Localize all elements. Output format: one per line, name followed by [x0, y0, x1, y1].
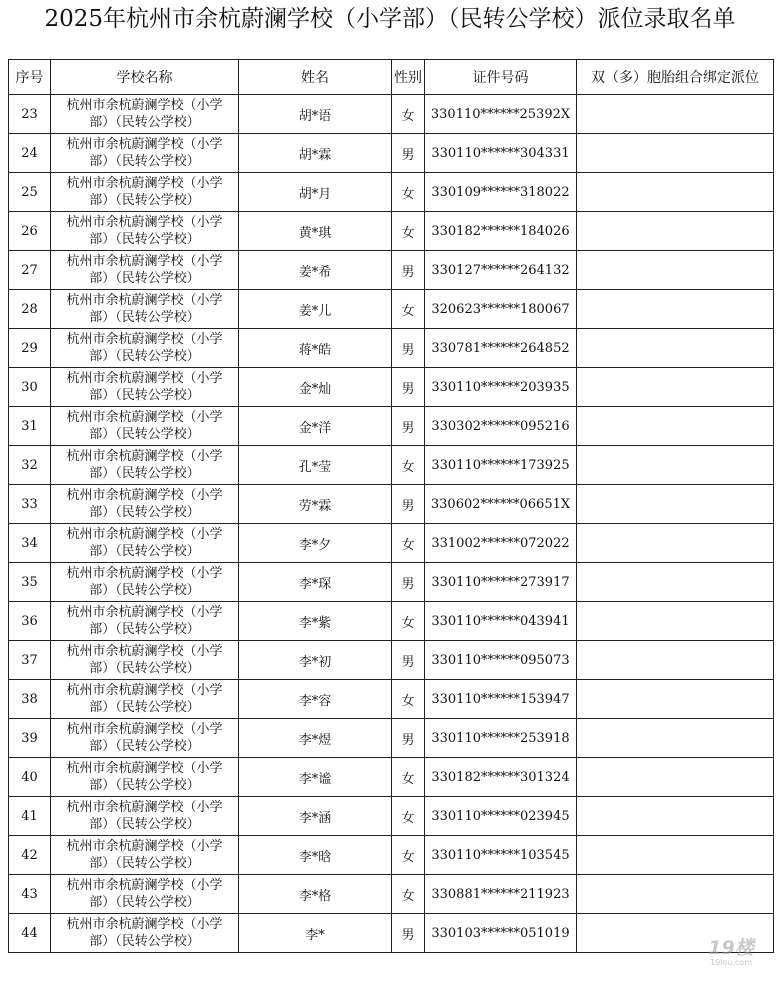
cell-seq: 30: [9, 368, 51, 407]
cell-twin-binding: [577, 95, 774, 134]
cell-gender: 男: [392, 719, 425, 758]
school-name-line2: 部）（民转公学校）: [89, 505, 200, 520]
table-row: [9, 446, 774, 485]
school-name-line2: 部）（民转公学校）: [89, 661, 200, 676]
cell-school: [51, 875, 239, 914]
school-name-line1: 杭州市余杭蔚澜学校（小学: [66, 371, 223, 386]
table-header-row: [9, 60, 774, 95]
cell-seq: 42: [9, 836, 51, 875]
cell-id-number: 320623******180067: [425, 290, 577, 329]
school-name-line2: 部）（民转公学校）: [89, 544, 200, 559]
cell-seq: 28: [9, 290, 51, 329]
cell-gender: 男: [392, 329, 425, 368]
school-name-line2: 部）（民转公学校）: [89, 154, 200, 169]
school-name-line1: 杭州市余杭蔚澜学校（小学: [66, 332, 223, 347]
cell-twin-binding: [577, 134, 774, 173]
school-name-line1: 杭州市余杭蔚澜学校（小学: [66, 605, 223, 620]
cell-id-number: 330110******173925: [425, 446, 577, 485]
table-row: [9, 173, 774, 212]
watermark-logo: [696, 934, 766, 968]
table-row: [9, 407, 774, 446]
cell-name: 姜*儿: [239, 290, 392, 329]
school-name-line1: 杭州市余杭蔚澜学校（小学: [66, 527, 223, 542]
cell-seq: 23: [9, 95, 51, 134]
school-name-line1: 杭州市余杭蔚澜学校（小学: [66, 644, 223, 659]
cell-twin-binding: [577, 719, 774, 758]
cell-seq: 32: [9, 446, 51, 485]
table-row: [9, 797, 774, 836]
table-row: [9, 134, 774, 173]
cell-seq: 31: [9, 407, 51, 446]
cell-name: 李*初: [239, 641, 392, 680]
column-header-gender: 性别: [392, 60, 425, 95]
cell-name: 李*格: [239, 875, 392, 914]
cell-gender: 女: [392, 290, 425, 329]
cell-twin-binding: [577, 212, 774, 251]
school-name-line1: 杭州市余杭蔚澜学校（小学: [66, 254, 223, 269]
cell-twin-binding: [577, 368, 774, 407]
cell-seq: 29: [9, 329, 51, 368]
table-row: [9, 719, 774, 758]
cell-school: [51, 290, 239, 329]
cell-gender: 女: [392, 173, 425, 212]
cell-gender: 女: [392, 875, 425, 914]
cell-school: [51, 602, 239, 641]
cell-twin-binding: [577, 758, 774, 797]
school-name-line2: 部）（民转公学校）: [89, 388, 200, 403]
cell-seq: 39: [9, 719, 51, 758]
cell-id-number: 331002******072022: [425, 524, 577, 563]
cell-name: 李*容: [239, 680, 392, 719]
cell-school: [51, 641, 239, 680]
table-row: [9, 212, 774, 251]
table-row: [9, 290, 774, 329]
cell-seq: 36: [9, 602, 51, 641]
cell-id-number: 330110******203935: [425, 368, 577, 407]
school-name-line2: 部）（民转公学校）: [89, 739, 200, 754]
cell-id-number: 330103******051019: [425, 914, 577, 953]
school-name-line2: 部）（民转公学校）: [89, 778, 200, 793]
cell-gender: 男: [392, 914, 425, 953]
school-name-line2: 部）（民转公学校）: [89, 583, 200, 598]
cell-id-number: 330110******253918: [425, 719, 577, 758]
table-row: [9, 95, 774, 134]
cell-twin-binding: [577, 446, 774, 485]
school-name-line1: 杭州市余杭蔚澜学校（小学: [66, 878, 223, 893]
cell-seq: 44: [9, 914, 51, 953]
cell-id-number: 330110******103545: [425, 836, 577, 875]
school-name-line1: 杭州市余杭蔚澜学校（小学: [66, 722, 223, 737]
school-name-line1: 杭州市余杭蔚澜学校（小学: [66, 683, 223, 698]
cell-gender: 女: [392, 680, 425, 719]
school-name-line2: 部）（民转公学校）: [89, 700, 200, 715]
column-header-seq: 序号: [9, 60, 51, 95]
cell-school: [51, 173, 239, 212]
cell-twin-binding: [577, 251, 774, 290]
cell-id-number: 330110******273917: [425, 563, 577, 602]
school-name-line1: 杭州市余杭蔚澜学校（小学: [66, 98, 223, 113]
cell-id-number: 330302******095216: [425, 407, 577, 446]
table-row: [9, 329, 774, 368]
cell-id-number: 330109******318022: [425, 173, 577, 212]
school-name-line2: 部）（民转公学校）: [89, 856, 200, 871]
cell-name: 李*琛: [239, 563, 392, 602]
cell-seq: 38: [9, 680, 51, 719]
cell-twin-binding: [577, 797, 774, 836]
cell-twin-binding: [577, 485, 774, 524]
school-name-line1: 杭州市余杭蔚澜学校（小学: [66, 566, 223, 581]
cell-school: [51, 212, 239, 251]
cell-school: [51, 797, 239, 836]
cell-id-number: 330110******304331: [425, 134, 577, 173]
cell-gender: 女: [392, 446, 425, 485]
cell-twin-binding: [577, 875, 774, 914]
cell-name: 李*谧: [239, 758, 392, 797]
cell-name: 黄*琪: [239, 212, 392, 251]
cell-id-number: 330110******153947: [425, 680, 577, 719]
cell-school: [51, 446, 239, 485]
school-name-line1: 杭州市余杭蔚澜学校（小学: [66, 488, 223, 503]
school-name-line2: 部）（民转公学校）: [89, 466, 200, 481]
school-name-line2: 部）（民转公学校）: [89, 622, 200, 637]
cell-school: [51, 368, 239, 407]
cell-gender: 女: [392, 797, 425, 836]
cell-seq: 41: [9, 797, 51, 836]
column-header-name: 姓名: [239, 60, 392, 95]
cell-id-number: 330110******043941: [425, 602, 577, 641]
school-name-line2: 部）（民转公学校）: [89, 427, 200, 442]
cell-gender: 女: [392, 212, 425, 251]
school-name-line1: 杭州市余杭蔚澜学校（小学: [66, 449, 223, 464]
table-row: [9, 914, 774, 953]
cell-id-number: 330127******264132: [425, 251, 577, 290]
cell-gender: 男: [392, 251, 425, 290]
cell-seq: 27: [9, 251, 51, 290]
table-row: [9, 875, 774, 914]
cell-school: [51, 134, 239, 173]
cell-id-number: 330110******25392X: [425, 95, 577, 134]
cell-school: [51, 914, 239, 953]
cell-name: 李*: [239, 914, 392, 953]
cell-name: 孔*莹: [239, 446, 392, 485]
school-name-line2: 部）（民转公学校）: [89, 271, 200, 286]
table-row: [9, 524, 774, 563]
cell-school: [51, 251, 239, 290]
school-name-line1: 杭州市余杭蔚澜学校（小学: [66, 137, 223, 152]
cell-seq: 34: [9, 524, 51, 563]
table-row: [9, 680, 774, 719]
school-name-line1: 杭州市余杭蔚澜学校（小学: [66, 839, 223, 854]
cell-gender: 男: [392, 485, 425, 524]
cell-id-number: 330110******095073: [425, 641, 577, 680]
cell-school: [51, 407, 239, 446]
cell-twin-binding: [577, 602, 774, 641]
school-name-line1: 杭州市余杭蔚澜学校（小学: [66, 293, 223, 308]
cell-school: [51, 485, 239, 524]
cell-gender: 女: [392, 95, 425, 134]
cell-name: 李*煜: [239, 719, 392, 758]
cell-gender: 男: [392, 641, 425, 680]
table-row: [9, 485, 774, 524]
cell-name: 李*夕: [239, 524, 392, 563]
cell-twin-binding: [577, 641, 774, 680]
cell-school: [51, 524, 239, 563]
cell-seq: 25: [9, 173, 51, 212]
watermark-text: 19楼: [708, 937, 754, 959]
cell-seq: 24: [9, 134, 51, 173]
watermark-subtext: 19lou.com: [710, 958, 752, 967]
school-name-line2: 部）（民转公学校）: [89, 232, 200, 247]
cell-twin-binding: [577, 329, 774, 368]
page-title: 2025年杭州市余杭蔚澜学校（小学部）（民转公学校）派位录取名单: [44, 6, 736, 32]
cell-twin-binding: [577, 836, 774, 875]
cell-name: 胡*霖: [239, 134, 392, 173]
school-name-line2: 部）（民转公学校）: [89, 934, 200, 949]
cell-school: [51, 329, 239, 368]
cell-twin-binding: [577, 524, 774, 563]
school-name-line2: 部）（民转公学校）: [89, 310, 200, 325]
table-row: [9, 758, 774, 797]
cell-twin-binding: [577, 407, 774, 446]
cell-school: [51, 563, 239, 602]
table-row: [9, 251, 774, 290]
cell-gender: 女: [392, 602, 425, 641]
cell-school: [51, 719, 239, 758]
school-name-line1: 杭州市余杭蔚澜学校（小学: [66, 176, 223, 191]
school-name-line1: 杭州市余杭蔚澜学校（小学: [66, 800, 223, 815]
cell-name: 金*洋: [239, 407, 392, 446]
cell-gender: 女: [392, 758, 425, 797]
cell-id-number: 330182******301324: [425, 758, 577, 797]
cell-gender: 男: [392, 368, 425, 407]
cell-gender: 男: [392, 407, 425, 446]
cell-seq: 40: [9, 758, 51, 797]
school-name-line2: 部）（民转公学校）: [89, 193, 200, 208]
school-name-line2: 部）（民转公学校）: [89, 349, 200, 364]
column-header-id: 证件号码: [425, 60, 577, 95]
cell-id-number: 330881******211923: [425, 875, 577, 914]
cell-name: 劳*霖: [239, 485, 392, 524]
school-name-line1: 杭州市余杭蔚澜学校（小学: [66, 215, 223, 230]
cell-school: [51, 758, 239, 797]
school-name-line1: 杭州市余杭蔚澜学校（小学: [66, 917, 223, 932]
cell-seq: 37: [9, 641, 51, 680]
cell-name: 蒋*皓: [239, 329, 392, 368]
cell-gender: 男: [392, 134, 425, 173]
cell-id-number: 330602******06651X: [425, 485, 577, 524]
cell-name: 胡*语: [239, 95, 392, 134]
cell-name: 姜*希: [239, 251, 392, 290]
school-name-line1: 杭州市余杭蔚澜学校（小学: [66, 761, 223, 776]
cell-school: [51, 836, 239, 875]
school-name-line2: 部）（民转公学校）: [89, 115, 200, 130]
cell-name: 李*紫: [239, 602, 392, 641]
cell-name: 李*晗: [239, 836, 392, 875]
table-row: [9, 563, 774, 602]
cell-gender: 男: [392, 563, 425, 602]
school-name-line2: 部）（民转公学校）: [89, 817, 200, 832]
cell-twin-binding: [577, 563, 774, 602]
cell-twin-binding: [577, 680, 774, 719]
cell-id-number: 330182******184026: [425, 212, 577, 251]
school-name-line2: 部）（民转公学校）: [89, 895, 200, 910]
admission-table: [8, 59, 774, 953]
cell-seq: 33: [9, 485, 51, 524]
column-header-twin: 双（多）胞胎组合绑定派位: [577, 60, 774, 95]
table-row: [9, 368, 774, 407]
table-row: [9, 602, 774, 641]
cell-seq: 35: [9, 563, 51, 602]
school-name-line1: 杭州市余杭蔚澜学校（小学: [66, 410, 223, 425]
cell-id-number: 330781******264852: [425, 329, 577, 368]
cell-gender: 女: [392, 836, 425, 875]
table-body: [9, 95, 774, 953]
column-header-school: 学校名称: [51, 60, 239, 95]
cell-gender: 女: [392, 524, 425, 563]
cell-name: 金*灿: [239, 368, 392, 407]
cell-twin-binding: [577, 290, 774, 329]
cell-seq: 43: [9, 875, 51, 914]
cell-seq: 26: [9, 212, 51, 251]
cell-id-number: 330110******023945: [425, 797, 577, 836]
table-row: [9, 641, 774, 680]
cell-school: [51, 95, 239, 134]
cell-name: 李*涵: [239, 797, 392, 836]
cell-school: [51, 680, 239, 719]
cell-name: 胡*月: [239, 173, 392, 212]
cell-twin-binding: [577, 173, 774, 212]
table-row: [9, 836, 774, 875]
